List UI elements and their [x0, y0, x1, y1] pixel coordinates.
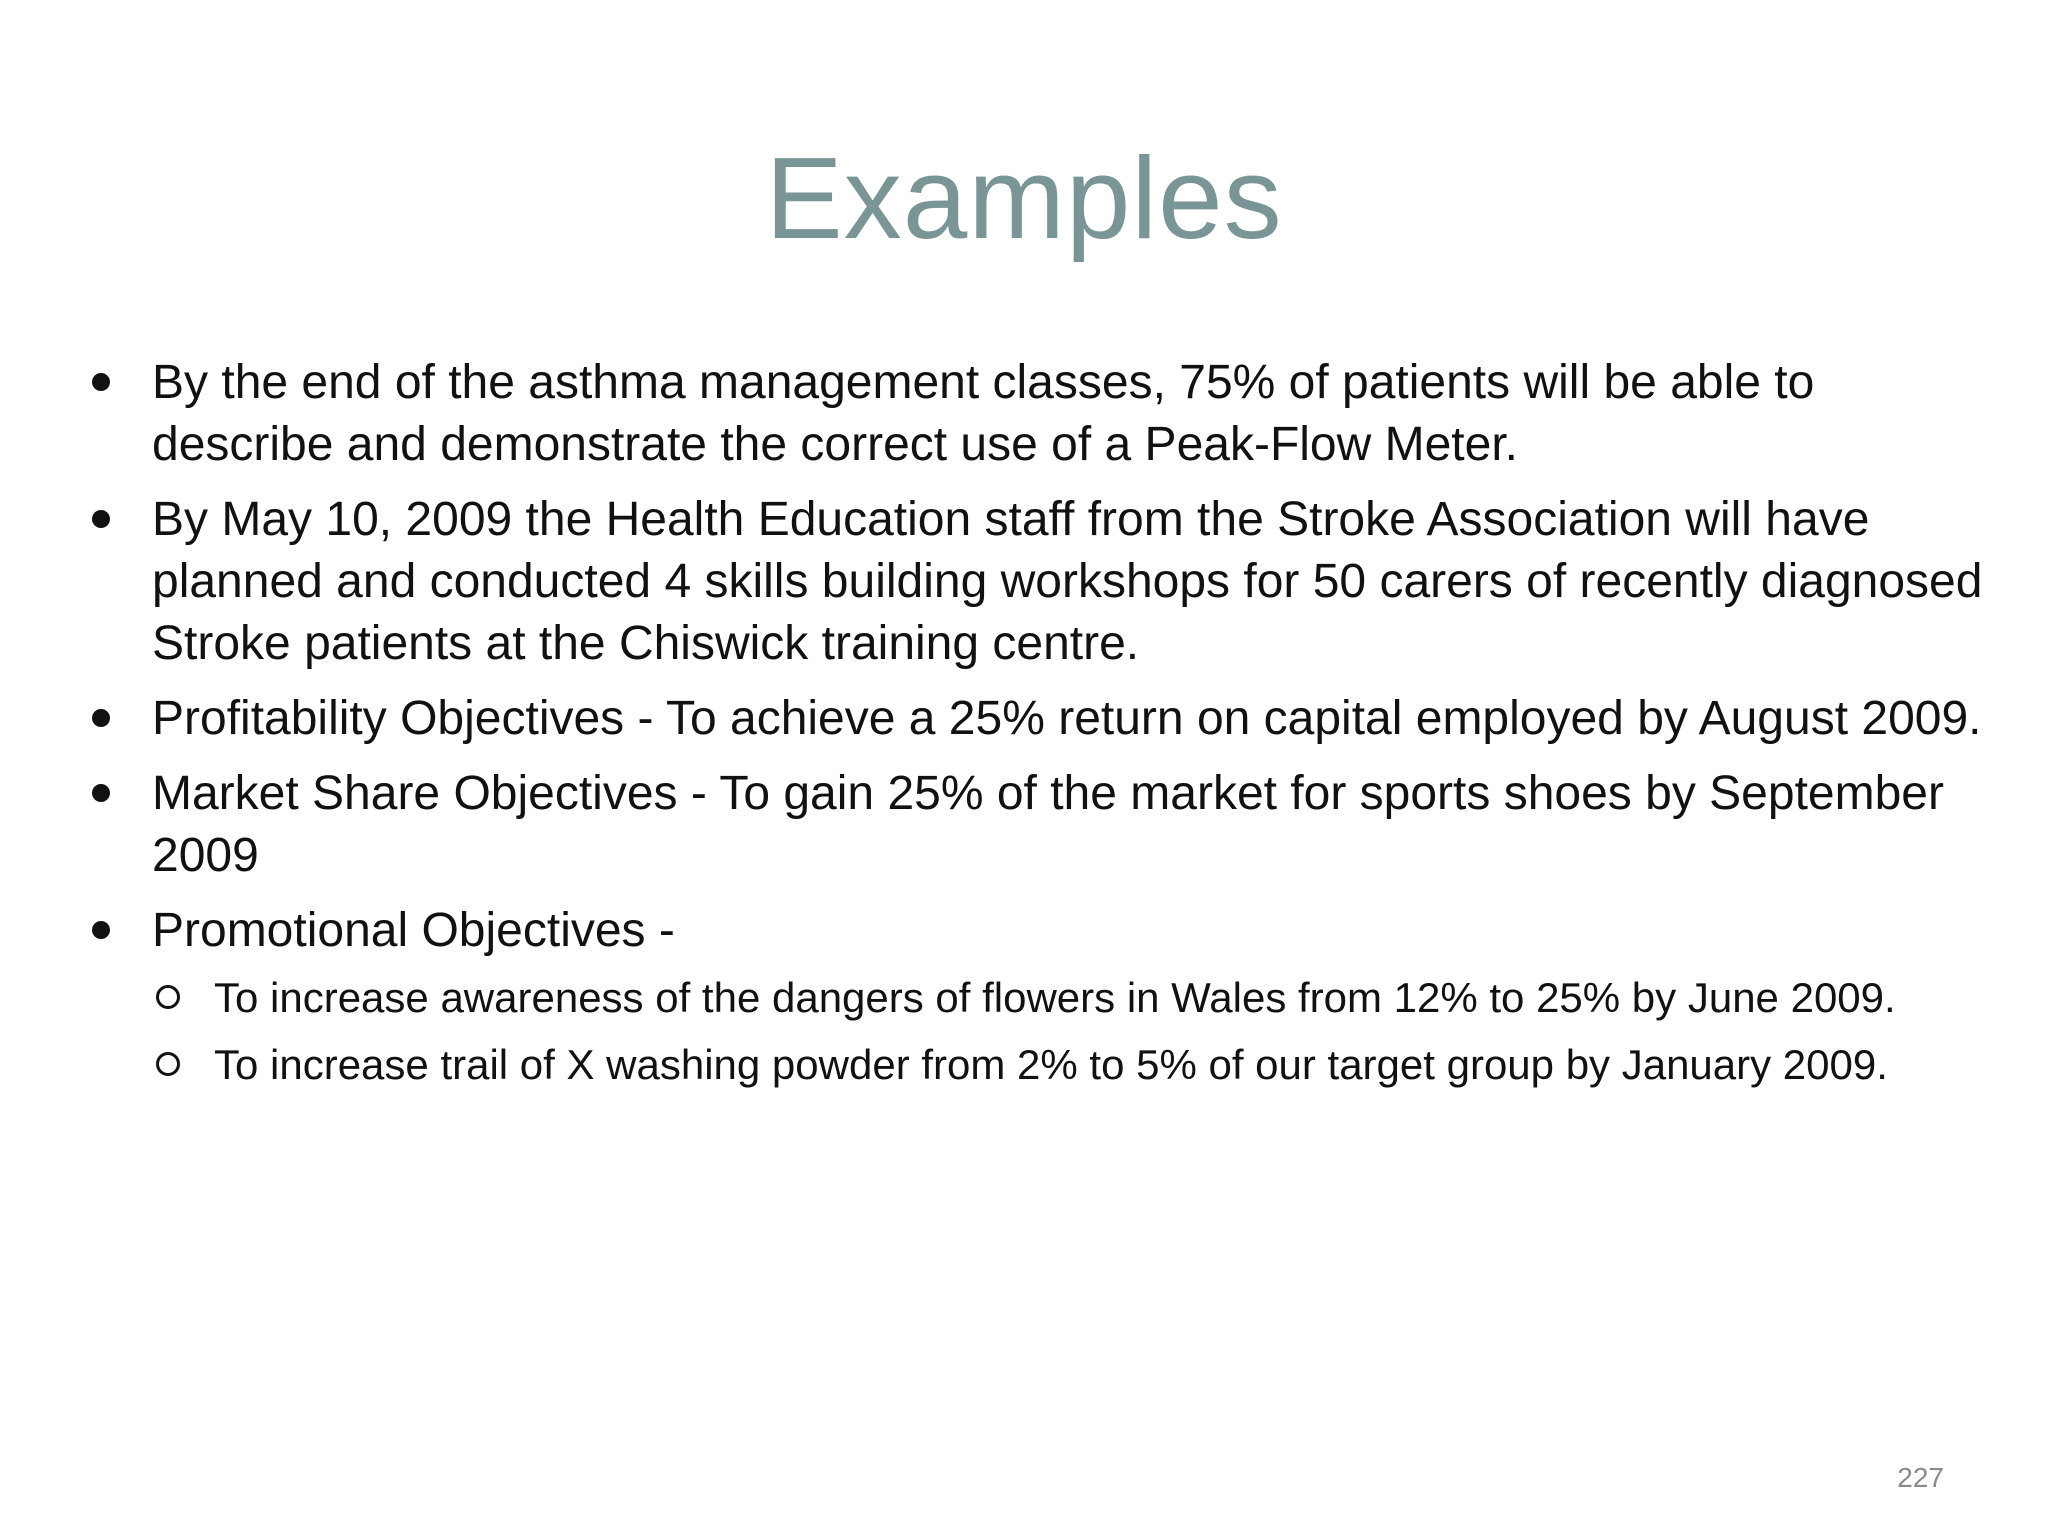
bullet-item — [90, 900, 1990, 1092]
bullet-text: Promotional Objectives - — [152, 904, 675, 957]
hollow-circle-bullet-icon — [156, 985, 180, 1009]
page-number: 227 — [1897, 1462, 1944, 1493]
bullet-dot-icon — [92, 921, 110, 939]
bullet-text: By the end of the asthma management classes, 75% of patients will be able to describe and demonstrate the correct use of a Peak-Flow Meter. — [152, 356, 1815, 471]
bullet-text: By May 10, 2009 the Health Education staff from the Stroke Association will have planned and conducted 4 skills building workshops for 50 carers of recently diagnosed Stroke patients at the Chiswick training centre. — [152, 493, 1983, 670]
bullet-item — [90, 763, 1990, 887]
bullet-list — [90, 352, 1990, 1105]
bullet-item — [90, 489, 1990, 675]
bullet-dot-icon — [92, 709, 110, 727]
slide-title: Examples — [765, 133, 1283, 263]
bullet-item — [90, 688, 1990, 750]
sub-bullet-item — [152, 970, 1990, 1025]
bullet-dot-icon — [92, 373, 110, 391]
bullet-item — [90, 352, 1990, 476]
sub-bullet-text: To increase trail of X washing powder from 2% to 5% of our target group by January 2009. — [214, 1041, 1888, 1088]
sub-bullet-text: To increase awareness of the dangers of flowers in Wales from 12% to 25% by June 2009. — [214, 974, 1896, 1021]
bullet-dot-icon — [92, 510, 110, 528]
sub-bullet-item — [152, 1037, 1990, 1092]
hollow-circle-bullet-icon — [156, 1052, 180, 1076]
bullet-text: Market Share Objectives - To gain 25% of the market for sports shoes by September 2009 — [152, 767, 1944, 882]
bullet-dot-icon — [92, 784, 110, 802]
bullet-text: Profitability Objectives - To achieve a 25% return on capital employed by August 2009. — [152, 692, 1982, 745]
sub-bullet-list — [152, 970, 1990, 1092]
